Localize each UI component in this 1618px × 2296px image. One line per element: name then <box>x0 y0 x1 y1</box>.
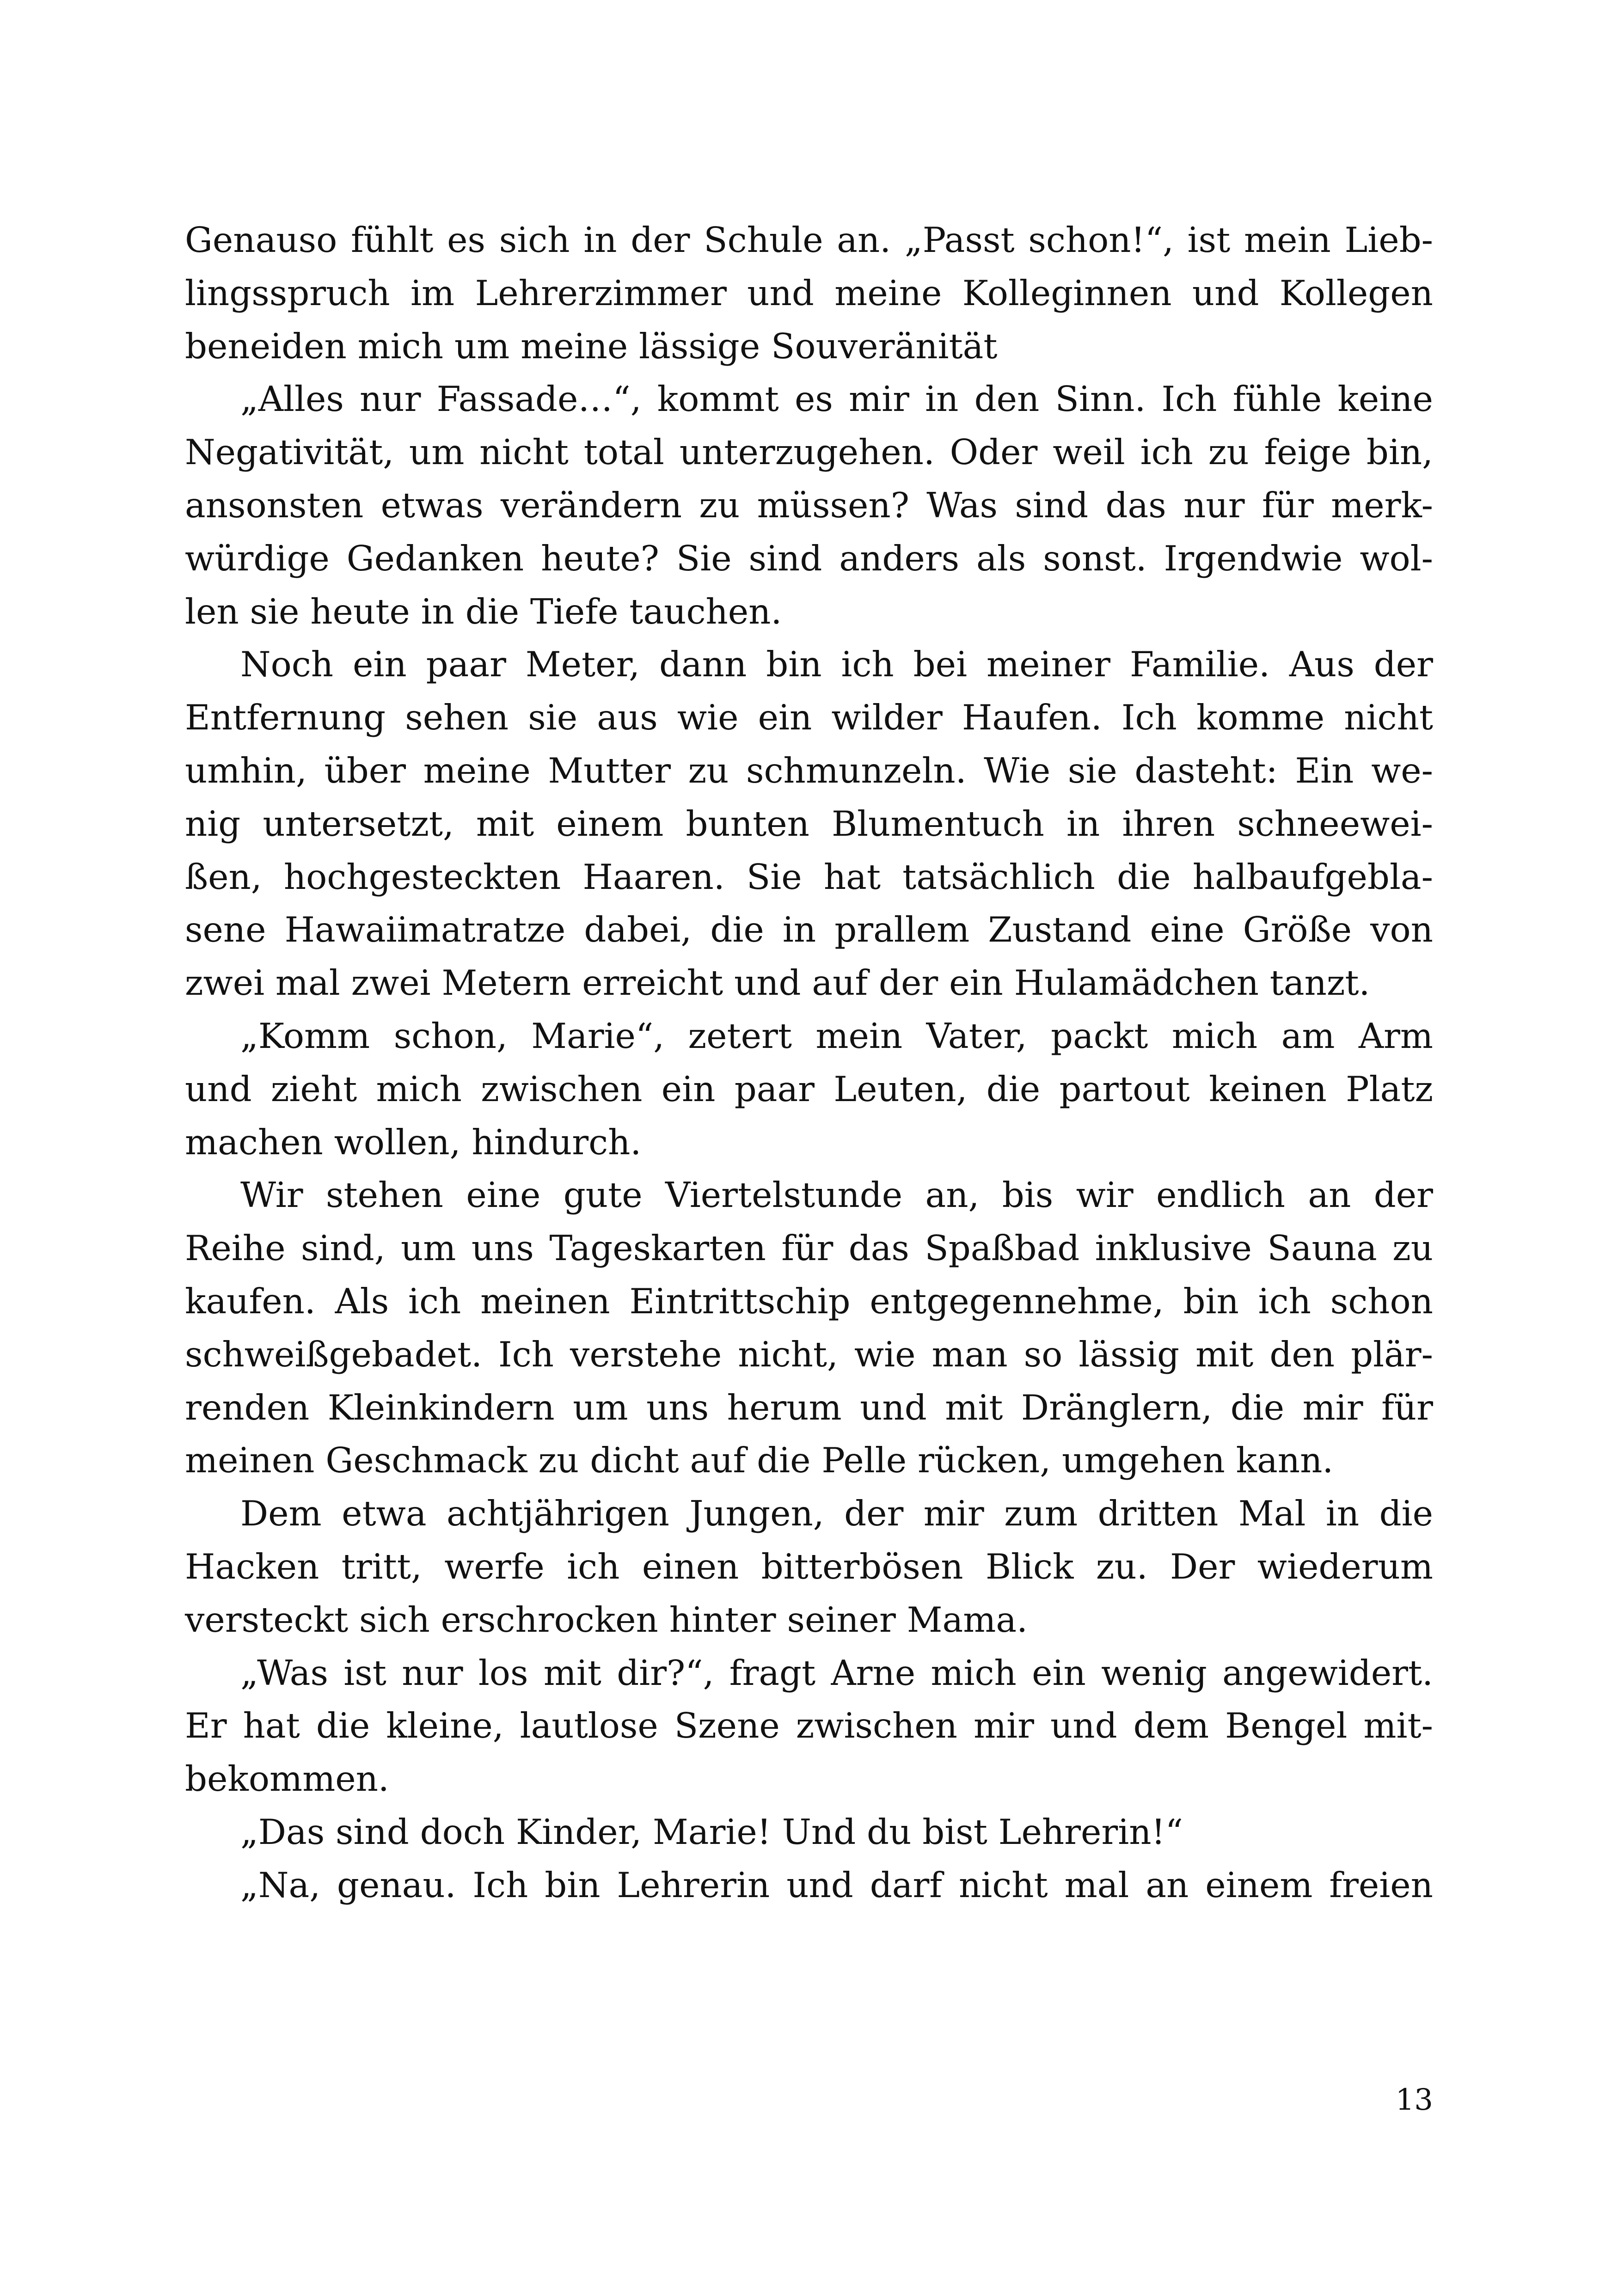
text-line: Negativität, um nicht total unterzugehen. Oder weil ich zu feige bin, <box>185 432 1433 473</box>
text-line: ansonsten etwas verändern zu müssen? Was sind das nur für merk- <box>185 484 1433 526</box>
text-line: meinen Geschmack zu dicht auf die Pelle rücken, umgehen kann. <box>185 1440 1334 1481</box>
text-line: Hacken tritt, werfe ich einen bitterbösen Blick zu. Der wiederum <box>185 1546 1433 1587</box>
body-text <box>185 214 1433 1912</box>
text-line: „Alles nur Fassade…“, kommt es mir in den Sinn. Ich fühle keine <box>240 379 1433 420</box>
text-line: nig untersetzt, mit einem bunten Blumentuch in ihren schneewei- <box>185 803 1433 844</box>
text-line: renden Kleinkindern um uns herum und mit Dränglern, die mir für <box>185 1387 1433 1428</box>
text-line: Wir stehen eine gute Viertelstunde an, bis wir endlich an der <box>240 1175 1433 1216</box>
text-line: Noch ein paar Meter, dann bin ich bei meiner Familie. Aus der <box>240 644 1433 685</box>
text-line: schweißgebadet. Ich verstehe nicht, wie man so lässig mit den plär- <box>185 1334 1433 1375</box>
text-line: versteckt sich erschrocken hinter seiner Mama. <box>185 1599 1028 1640</box>
text-line: Er hat die kleine, lautlose Szene zwischen mir und dem Bengel mit- <box>185 1705 1433 1746</box>
text-line: sene Hawaiimatratze dabei, die in prallem Zustand eine Größe von <box>185 909 1433 950</box>
text-line: beneiden mich um meine lässige Souveränität <box>185 325 998 367</box>
text-line: würdige Gedanken heute? Sie sind anders als sonst. Irgendwie wol- <box>185 538 1433 579</box>
text-line: len sie heute in die Tiefe tauchen. <box>185 591 782 632</box>
text-line: „Was ist nur los mit dir?“, fragt Arne mich ein wenig angewidert. <box>240 1652 1433 1693</box>
text-line: ßen, hochgesteckten Haaren. Sie hat tatsächlich die halbaufgebla- <box>185 856 1433 897</box>
page-number: 13 <box>1395 2083 1433 2117</box>
text-line: und zieht mich zwischen ein paar Leuten, die partout keinen Platz <box>185 1068 1433 1109</box>
text-line: zwei mal zwei Metern erreicht und auf der ein Hulamädchen tanzt. <box>185 962 1370 1004</box>
text-line: Reihe sind, um uns Tageskarten für das Spaßbad inklusive Sauna zu <box>185 1228 1433 1269</box>
text-line: kaufen. Als ich meinen Eintrittschip entgegennehme, bin ich schon <box>185 1280 1433 1322</box>
text-line: lingsspruch im Lehrerzimmer und meine Kolleginnen und Kollegen <box>185 272 1433 313</box>
text-line: Entfernung sehen sie aus wie ein wilder Haufen. Ich komme nicht <box>185 697 1433 738</box>
text-line: Dem etwa achtjährigen Jungen, der mir zum dritten Mal in die <box>240 1493 1433 1534</box>
text-line: „Na, genau. Ich bin Lehrerin und darf nicht mal an einem freien <box>240 1864 1433 1905</box>
text-line: machen wollen, hindurch. <box>185 1121 642 1163</box>
text-line: bekommen. <box>185 1758 389 1800</box>
text-line: „Das sind doch Kinder, Marie! Und du bist Lehrerin!“ <box>240 1811 1183 1852</box>
text-line: Genauso fühlt es sich in der Schule an. „Passt schon!“, ist mein Lieb- <box>185 220 1433 260</box>
text-line: „Komm schon, Marie“, zetert mein Vater, packt mich am Arm <box>240 1015 1433 1056</box>
text-line: umhin, über meine Mutter zu schmunzeln. Wie sie dasteht: Ein we- <box>185 750 1433 791</box>
